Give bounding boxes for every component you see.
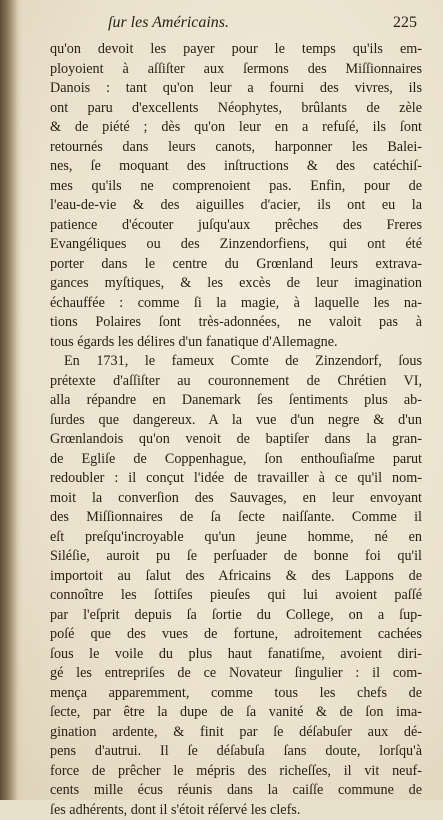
text-line: échauffée : comme ſi la magie, à laquelle les na- — [50, 294, 422, 314]
text-line: ſes adhérents, dont il s'étoit réſervé les clefs. — [50, 801, 422, 820]
text-line: des Miſſionnaires de ſa ſecte naiſſante. Comme il — [50, 508, 422, 528]
page-header — [50, 14, 421, 36]
running-title: ſur les Américains. — [108, 14, 229, 32]
text-line: mença apparemment, comme tous les chefs de — [50, 684, 422, 704]
text-line: alla répandre en Danemark ſes ſentiments plus ab- — [50, 391, 422, 411]
text-line: Danois : tant qu'on leur a fourni des vivres, ils — [50, 79, 422, 99]
body-text — [50, 40, 422, 820]
text-line: nes, ſe moquant des inſtructions & des catéchiſ- — [50, 157, 422, 177]
text-line: prétexte d'aſſiſter au couronnement de Chrétien VI, — [50, 372, 422, 392]
text-line: ſurdes que dangereux. A la vue d'un negre & d'un — [50, 411, 422, 431]
text-line: redoubler : il conçut l'idée de travailler à ce qu'il nom- — [50, 469, 422, 489]
text-line: porter dans le centre du Grœnland leurs extrava- — [50, 255, 422, 275]
text-line: connoître les ſottiſes pieuſes qui lui avoient paſſé — [50, 586, 422, 606]
text-line: ſous le voile du plus haut fanatiſme, avoient diri- — [50, 645, 422, 665]
text-line: de Egliſe de Coppenhague, ſon enthouſiaſme parut — [50, 450, 422, 470]
text-line: En 1731, le fameux Comte de Zinzendorf, ſous — [50, 352, 422, 372]
text-line: mes qu'ils ne comprenoient pas. Enfin, pour de — [50, 177, 422, 197]
text-line: par l'eſprit depuis ſa ſortie du College, on a ſup- — [50, 606, 422, 626]
text-line: ployoient à aſſiſter aux ſermons des Miſſionnaires — [50, 60, 422, 80]
text-line: tions Polaires ſont très-adonnées, ne valoit pas à — [50, 313, 422, 333]
text-line: moit la converſion des Sauvages, en leur envoyant — [50, 489, 422, 509]
text-line: tous égards les délires d'un fanatique d'Allemagne. — [50, 333, 422, 353]
text-line: ont paru d'excellents Néophytes, brûlants de zèle — [50, 99, 422, 119]
text-line: gé les entrepriſes de ce Novateur ſingulier : il com- — [50, 664, 422, 684]
text-line: l'eau-de-vie & des aiguilles d'acier, ils ont eu la — [50, 196, 422, 216]
text-line: importoit au ſalut des Africains & des Lappons de — [50, 567, 422, 587]
text-line: poſé que des vues de fortune, adroitement cachées — [50, 625, 422, 645]
text-line: qu'on devoit les payer pour le temps qu'ils em- — [50, 40, 422, 60]
text-line: patience d'écouter juſqu'aux prêches des Freres — [50, 216, 422, 236]
text-line: pens d'autrui. Il ſe déſabuſa ſans doute, lorſqu'à — [50, 742, 422, 762]
text-line: ſecte, par être la dupe de ſa vanité & de ſon ima- — [50, 703, 422, 723]
page-gutter-shadow — [0, 0, 22, 800]
text-line: gination ardente, & finit par ſe déſabuſer aux dé- — [50, 723, 422, 743]
text-line: Grœnlandois qu'on venoit de baptiſer dans la gran- — [50, 430, 422, 450]
text-line: eſt preſqu'incroyable qu'un jeune homme, né en — [50, 528, 422, 548]
text-line: force de prêcher le mépris des richeſſes, il vit neuf- — [50, 762, 422, 782]
text-line: Siléſie, auroit pu ſe perſuader de bonne foi qu'il — [50, 547, 422, 567]
text-line: gances myſtiques, & les excès de leur imagination — [50, 274, 422, 294]
text-line: cents mille écus réunis dans la caiſſe commune de — [50, 781, 422, 801]
text-line: & de piété ; dès qu'on leur en a refuſé, ils ſont — [50, 118, 422, 138]
page-number: 225 — [393, 14, 417, 32]
text-line: Evangéliques ou des Zinzendorfiens, qui ont été — [50, 235, 422, 255]
text-line: retournés dans leurs canots, harponner les Balei- — [50, 138, 422, 158]
